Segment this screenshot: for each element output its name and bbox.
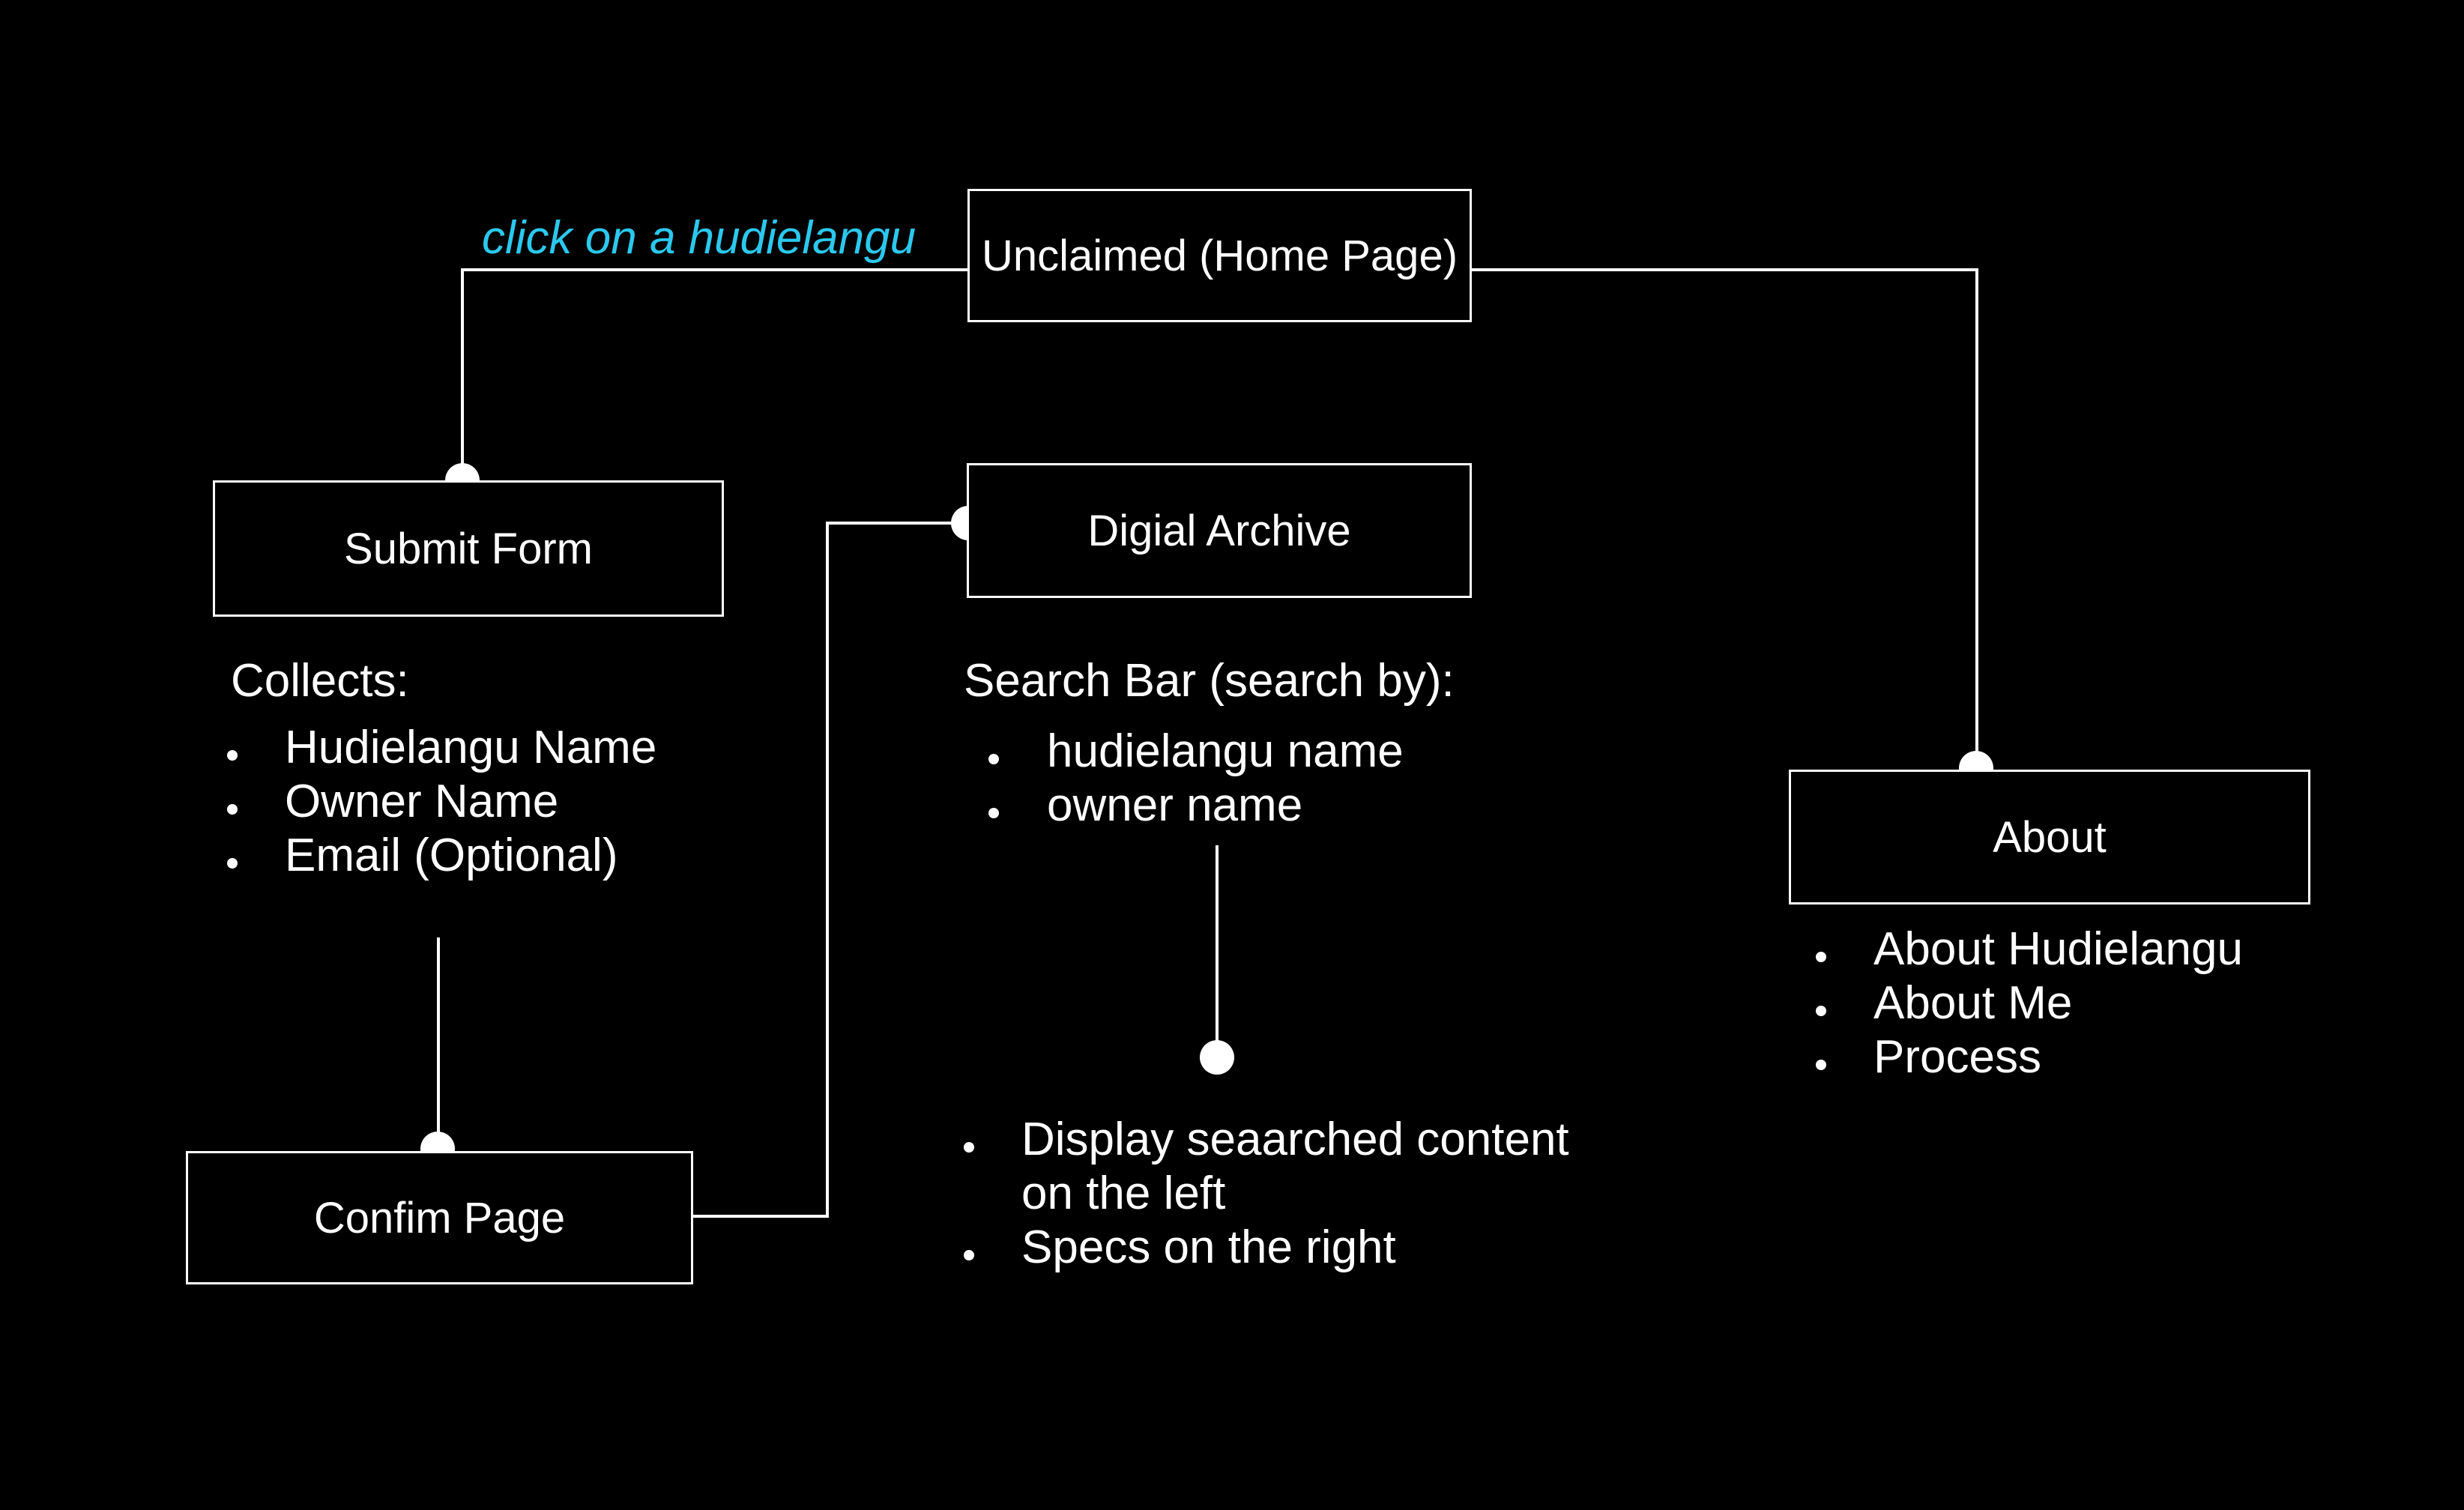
search-by-list bbox=[988, 725, 1404, 833]
collects-heading: Collects: bbox=[231, 655, 409, 707]
list-item: Display seaarched content on the left bbox=[964, 1113, 1608, 1221]
list-item: About Me bbox=[1816, 976, 2243, 1030]
list-item: Email (Optional) bbox=[227, 829, 656, 883]
node-digital-archive bbox=[967, 463, 1472, 598]
junction-dot-results bbox=[1200, 1040, 1234, 1075]
list-item: owner name bbox=[988, 779, 1404, 833]
search-bar-heading: Search Bar (search by): bbox=[964, 655, 1455, 707]
click-annotation: click on a hudielangu bbox=[482, 212, 917, 264]
node-confirm-page bbox=[186, 1151, 693, 1284]
connector-unclaimed-to-about bbox=[1467, 270, 1977, 770]
connector-confirm-to-archive bbox=[689, 523, 967, 1216]
node-label: Digial Archive bbox=[1087, 506, 1351, 555]
node-label: About bbox=[1993, 812, 2107, 862]
connector-unclaimed-to-submit bbox=[462, 270, 967, 480]
list-item: Hudielangu Name bbox=[227, 721, 656, 775]
list-item: About Hudielangu bbox=[1816, 922, 2243, 976]
submit-form-fields-list bbox=[227, 721, 656, 883]
node-unclaimed-home bbox=[967, 189, 1472, 322]
node-about bbox=[1789, 770, 2310, 905]
list-item: hudielangu name bbox=[988, 725, 1404, 779]
list-item: Owner Name bbox=[227, 775, 656, 829]
node-label: Confim Page bbox=[313, 1193, 566, 1242]
about-sections-list bbox=[1816, 922, 2243, 1084]
node-label: Unclaimed (Home Page) bbox=[981, 231, 1458, 280]
node-submit-form bbox=[213, 480, 724, 617]
list-item: Specs on the right bbox=[964, 1221, 1608, 1275]
node-label: Submit Form bbox=[344, 524, 593, 573]
search-results-list bbox=[964, 1113, 1608, 1275]
list-item: Process bbox=[1816, 1030, 2243, 1084]
